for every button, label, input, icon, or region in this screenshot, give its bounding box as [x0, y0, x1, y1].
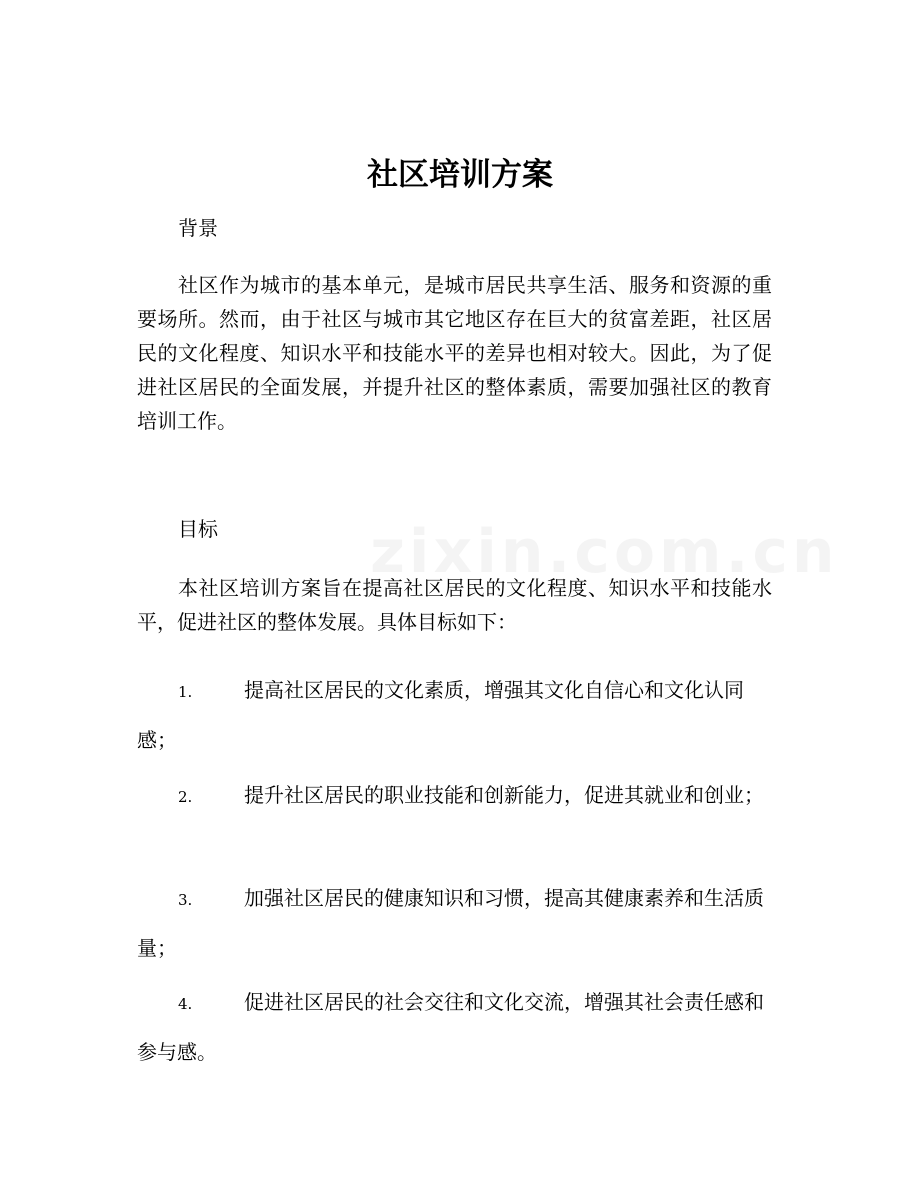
- background-paragraph: 社区作为城市的基本单元，是城市居民共享生活、服务和资源的重要场所。然而，由于社区与城市其它地区存在巨大的贫富差距，社区居民的文化程度、知识水平和技能水平的差异也相对较大。因此，为了促进社区居民的全面发展，并提升社区的整体素质，需要加强社区的教育培训工作。: [137, 273, 772, 433]
- list-item-text: 加强社区居民的健康知识和习惯，提高其健康素养和生活质量；: [137, 886, 764, 960]
- list-item-text: 提升社区居民的职业技能和创新能力，促进其就业和创业；: [244, 783, 764, 807]
- list-item-number: 3.: [178, 891, 193, 909]
- list-item-number: 4.: [178, 995, 193, 1013]
- goal-list-item: [137, 666, 772, 764]
- goals-intro-paragraph: 本社区培训方案旨在提高社区居民的文化程度、知识水平和技能水平，促进社区的整体发展。具体目标如下：: [137, 576, 772, 634]
- section-heading-goals: 目标: [178, 517, 218, 541]
- section-heading-background: 背景: [178, 216, 218, 240]
- page-title: 社区培训方案: [367, 157, 553, 193]
- goal-list-item: [137, 771, 772, 821]
- goal-list-item: [137, 874, 772, 972]
- list-item-text: 促进社区居民的社会交往和文化交流，增强其社会责任感和参与感。: [137, 990, 764, 1064]
- list-item-number: 1.: [178, 683, 193, 701]
- goal-list-item: [137, 978, 772, 1076]
- list-item-number: 2.: [178, 788, 193, 806]
- list-item-text: 提高社区居民的文化素质，增强其文化自信心和文化认同感；: [137, 678, 744, 752]
